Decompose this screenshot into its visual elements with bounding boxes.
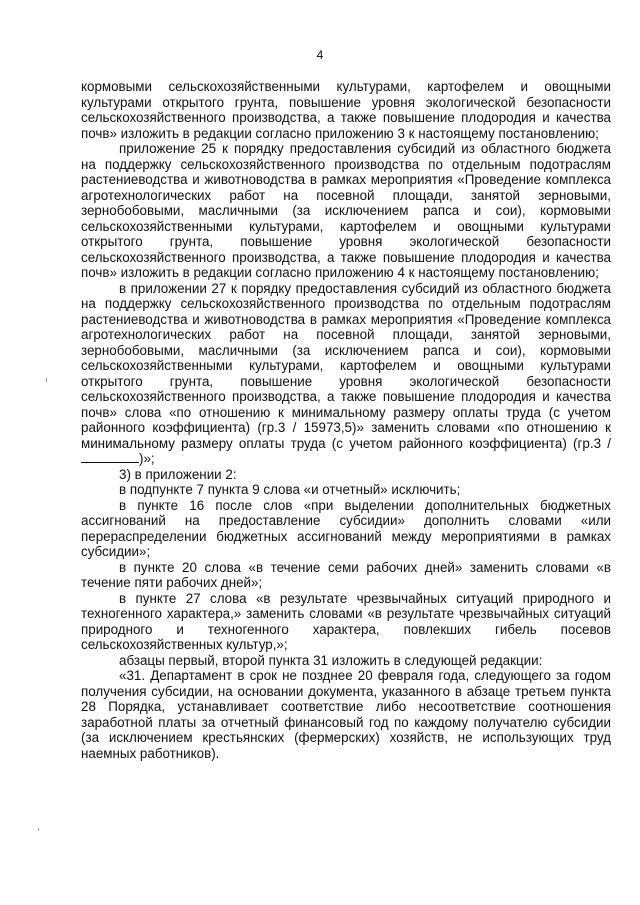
paragraph-item-27: в пункте 27 слова «в результате чрезвычайных ситуаций природного и техногенного характера,» заменить словами «в результате чрезвычайных ситуаций природного и техногенного характера, повлекших гибель посевов сельскохозяйственных культур,»; [81, 590, 611, 652]
paragraph-continuation: кормовыми сельскохозяйственными культурами, картофелем и овощными культурами открытого грунта, повышение уровня экологической безопасности сельскохозяйственного производства, а также повышение плодородия и качества почв» изложить в редакции согласно приложению 3 к настоящему постановлению; [81, 79, 611, 141]
paragraph-item-20: в пункте 20 слова «в течение семи рабочих дней» заменить словами «в течение пяти рабочих дней»; [81, 559, 611, 590]
page-number: 4 [316, 48, 324, 62]
paragraph-appendix-27 [81, 281, 611, 467]
paragraph-item-31-text: «31. Департамент в срок не позднее 20 февраля года, следующего за годом получения субсидии, на основании документа, указанного в абзаце третьем пункта 28 Порядка, устанавливает соответствие либо несоответствие соотношения заработной платы за отчетный финансовый год по каждому получателю субсидии (за исключением крестьянских (фермерских) хозяйств, не использующих труд наемных работников). [81, 668, 611, 761]
paragraph-item-16: в пункте 16 после слов «при выделении дополнительных бюджетных ассигнований на предоставление субсидии» дополнить словами «или перераспределении бюджетных ассигнований между мероприятиями в рамках субсидии»; [81, 497, 611, 559]
paragraph-appendix-2-heading: 3) в приложении 2: [119, 466, 237, 482]
paragraph-subitem-7: в подпункте 7 пункта 9 слова «и отчетный» исключить; [119, 482, 461, 497]
scan-speck [38, 828, 39, 831]
document-body [81, 79, 611, 761]
blank-fill-line [81, 451, 139, 463]
paragraph-appendix-27-text: в приложении 27 к порядку предоставления субсидий из областного бюджета на поддержку сельскохозяйственного производства по отдельным подотраслям растениеводства и животноводства в рамках мероприятия «Проведение комплекса агротехнологических работ на посевной площади, занятой зерновыми, зернобобовыми, масличными (за исключением рапса и сои), кормовыми сельскохозяйственными культурами, картофелем и овощными культурами открытого грунта, повышение уровня экологической безопасности сельскохозяйственного производства, а также повышение плодородия и качества почв» слова «по отношению к минимальному размеру оплаты труда (с учетом районного коэффициента) (гр.3 / 15973,5)» заменить словами «по отношению к минимальному размеру оплаты труда (с учетом районного коэффициента) (гр.3 / [81, 280, 611, 451]
scan-speck [46, 378, 47, 382]
paragraph-item-31-intro: абзацы первый, второй пункта 31 изложить в следующей редакции: [119, 652, 543, 668]
paragraph-appendix-25: приложение 25 к порядку предоставления субсидий из областного бюджета на поддержку сельскохозяйственного производства по отдельным подотраслям растениеводства и животноводства в рамках мероприятия «Проведение комплекса агротехнологических работ на посевной площади, занятой зерновыми, зернобобовыми, масличными (за исключением рапса и сои), кормовыми сельскохозяйственными культурами, картофелем и овощными культурами открытого грунта, повышение уровня экологической безопасности сельскохозяйственного производства, а также повышение плодородия и качества почв» изложить в редакции согласно приложению 4 к настоящему постановлению; [81, 141, 611, 280]
paragraph-appendix-27-tail: )»; [139, 451, 155, 466]
